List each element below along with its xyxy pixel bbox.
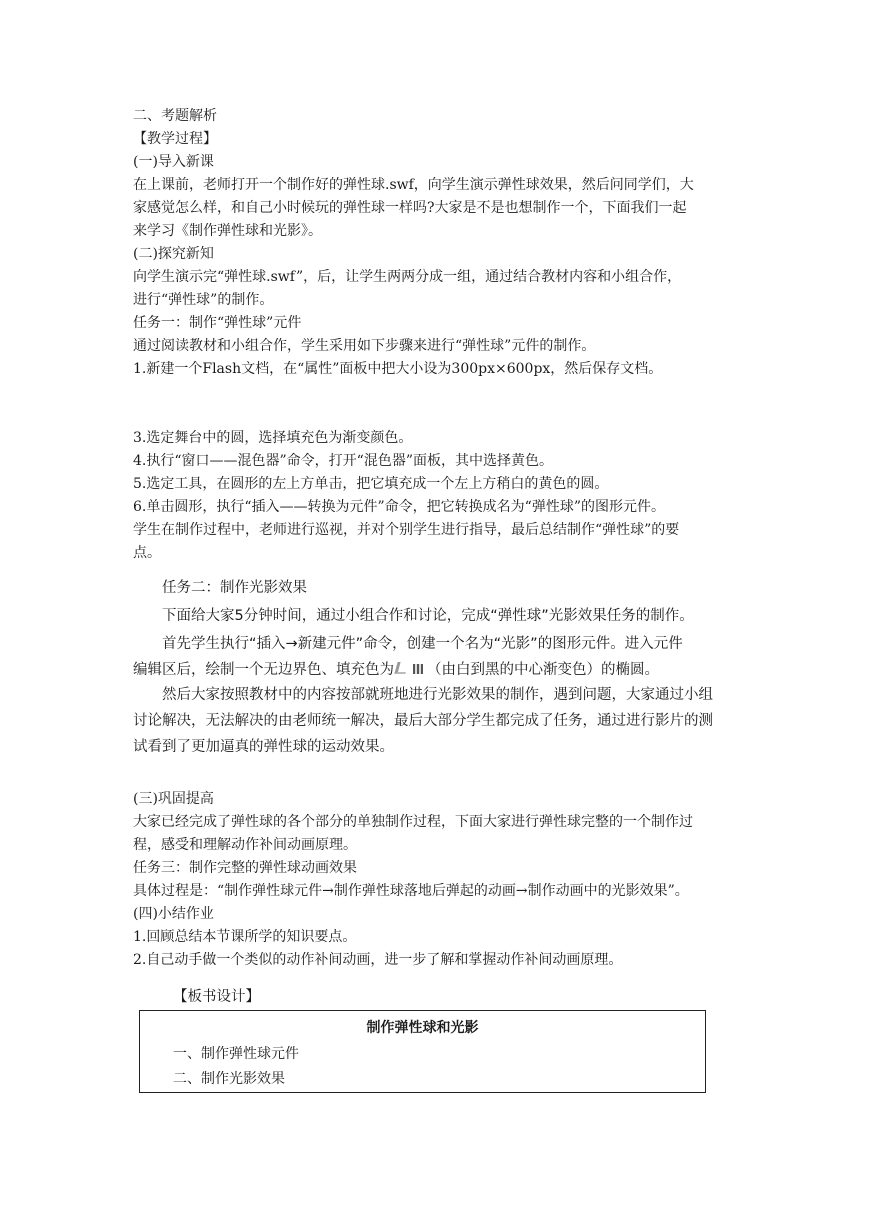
task2-line3-end: （由白到黑的中心渐变色）的椭圆。 [427, 662, 659, 678]
task2-line [133, 656, 659, 684]
task2-line: 下面给大家5分钟时间，通过小组合作和讨论，完成“弹性球”光影效果任务的制作。 [162, 608, 694, 624]
paint-bucket-icon [394, 662, 408, 674]
section-title: 二、考题解析 [133, 108, 217, 124]
paragraph-line: 具体过程是：“制作弹性球元件→制作弹性球落地后弹起的动画→制作动画中的光影效果”。 [133, 883, 689, 899]
task2-line: 讨论解决，无法解决的由老师统一解决，最后大部分学生都完成了任务，通过进行影片的测 [133, 713, 713, 729]
paragraph-line: 大家已经完成了弹性球的各个部分的单独制作过程，下面大家进行弹性球完整的一个制作过 [133, 814, 693, 830]
board-design-box [139, 1010, 706, 1093]
step-3: 3.选定舞台中的圆，选择填充色为渐变颜色。 [133, 430, 413, 446]
step-5: 5.选定工具，在圆形的左上方单击，把它填充成一个左上方稍白的黄色的圆。 [133, 476, 609, 492]
board-item: 一、制作弹性球元件 [173, 1046, 299, 1062]
teaching-process-heading: 【教学过程】 [133, 131, 217, 147]
paragraph-line: 向学生演示完“弹性球.swf”，后，让学生两两分成一组，通过结合教材内容和小组合作， [133, 269, 682, 285]
task3-title: 任务三：制作完整的弹性球动画效果 [133, 860, 357, 876]
paragraph-line: 程，感受和理解动作补间动画原理。 [133, 837, 357, 853]
board-design-label: 【板书设计】 [173, 989, 260, 1005]
fill-color-icon [396, 656, 423, 684]
paragraph-line: 学生在制作过程中，老师进行巡视，并对个别学生进行指导，最后总结制作“弹性球”的要 [133, 522, 680, 538]
step-6: 6.单击圆形，执行“插入——转换为元件”命令，把它转换成名为“弹性球”的图形元件。 [133, 499, 665, 515]
board-title: 制作弹性球和光影 [366, 1020, 479, 1036]
part1-heading: (一)导入新课 [133, 154, 214, 170]
homework-item: 2.自己动手做一个类似的动作补间动画，进一步了解和掌握动作补间动画原理。 [133, 952, 623, 968]
task2-line: 首先学生执行“插入→新建元件”命令，创建一个名为“光影”的图形元件。进入元件 [162, 636, 683, 652]
task2-line: 试看到了更加逼真的弹性球的运动效果。 [133, 739, 394, 755]
homework-item: 1.回顾总结本节课所学的知识要点。 [133, 929, 357, 945]
part2-heading: (二)探究新知 [133, 246, 214, 262]
paragraph-line: 家感觉怎么样，和自己小时候玩的弹性球一样吗?大家是不是也想制作一个，下面我们一起 [133, 200, 687, 216]
paragraph-line: 点。 [133, 545, 161, 561]
board-item: 二、制作光影效果 [173, 1071, 285, 1087]
part4-heading: (四)小结作业 [133, 906, 214, 922]
task2-line: 然后大家按照教材中的内容按部就班地进行光影效果的制作，遇到问题，大家通过小组 [162, 687, 713, 703]
step-4: 4.执行“窗口——混色器”命令，打开“混色器”面板，其中选择黄色。 [133, 453, 553, 469]
paragraph-line: 来学习《制作弹性球和光影》。 [133, 223, 322, 239]
step-1: 1.新建一个Flash文档，在“属性”面板中把大小设为300px×600px，然后保存文档。 [133, 361, 663, 377]
paragraph-line: 通过阅读教材和小组合作，学生采用如下步骤来进行“弹性球”元件的制作。 [133, 338, 596, 354]
part3-heading: (三)巩固提高 [133, 791, 214, 807]
task2-line3-start: 编辑区后，绘制一个无边界色、填充色为 [133, 662, 394, 678]
task2-title: 任务二：制作光影效果 [162, 580, 307, 596]
gradient-swatch-icon [413, 664, 423, 674]
paragraph-line: 进行“弹性球”的制作。 [133, 292, 274, 308]
task1-title: 任务一：制作“弹性球”元件 [133, 315, 302, 331]
paragraph-line: 在上课前，老师打开一个制作好的弹性球.swf，向学生演示弹性球效果，然后问同学们，大 [133, 177, 694, 193]
